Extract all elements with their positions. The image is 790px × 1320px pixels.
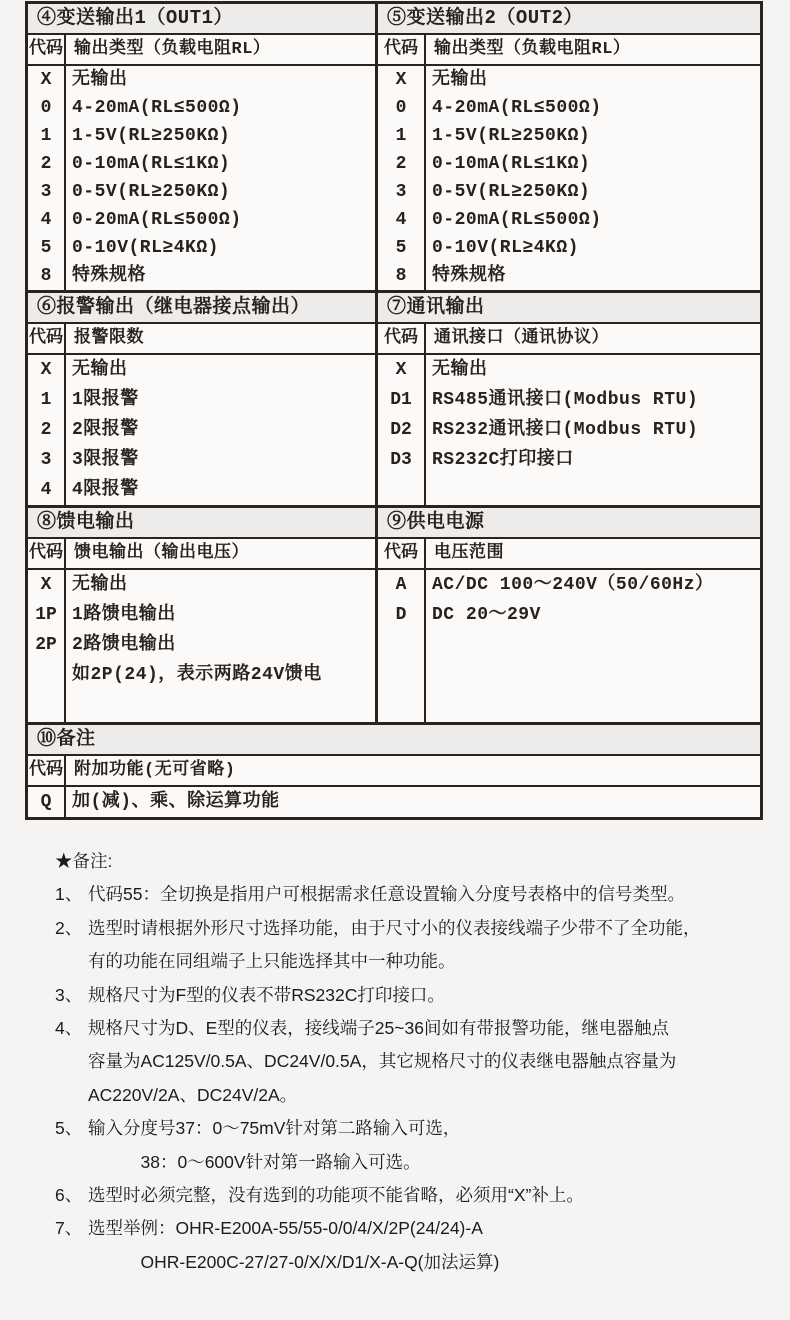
section-title: ⑦通讯输出: [378, 293, 760, 324]
row-code-cell: 5: [40, 238, 52, 258]
row-code-cell: 0: [40, 98, 52, 118]
table-row: [28, 94, 375, 122]
section-title: ⑤变送输出2（OUT2）: [378, 4, 760, 35]
footnote-line: 代码55：全切换是指用户可根据需求任意设置输入分度号表格中的信号类型。: [88, 884, 685, 905]
footnote-line: 容量为AC125V/0.5A、DC24V/0.5A，其它规格尺寸的仪表继电器触点容量为: [88, 1051, 677, 1072]
row-desc-cell: 1路馈电输出: [72, 605, 176, 625]
footnote-text: [88, 979, 760, 1012]
footnote-5: [55, 1112, 760, 1179]
row-desc-cell: 1-5V(RL≥250KΩ): [72, 126, 231, 146]
row-code-cell: 4: [40, 210, 52, 230]
footnote-text: [88, 878, 760, 911]
row-code-cell: 1: [395, 126, 407, 146]
footnote-6: [55, 1179, 760, 1212]
code-header-cell: 代码: [378, 539, 426, 568]
section-alarm-output: [28, 293, 375, 505]
section-communication-output: [375, 293, 760, 505]
footnote-line: OHR-E200C-27/27-0/X/X/D1/X-A-Q(加法运算): [88, 1251, 500, 1272]
table-row: [378, 600, 760, 630]
row-desc-cell: 无输出: [432, 360, 488, 380]
table-row: [378, 150, 760, 178]
row-code-cell: A: [395, 575, 407, 595]
row-desc-cell: 特殊规格: [72, 266, 146, 286]
footnote-line: 规格尺寸为D、E型的仪表，接线端子25~36间如有带报警功能，继电器触点: [88, 1018, 669, 1039]
row-code-cell: 1: [40, 390, 52, 410]
row-desc-cell: 4-20mA(RL≤500Ω): [72, 98, 242, 118]
row-desc-cell: RS232通讯接口(Modbus RTU): [432, 420, 699, 440]
row-desc-cell: RS485通讯接口(Modbus RTU): [432, 390, 699, 410]
footnote-line: 有的功能在同组端子上只能选择其中一种功能。: [88, 951, 456, 972]
section-body: [378, 355, 760, 505]
row-desc-cell: 2路馈电输出: [72, 635, 176, 655]
row-desc-cell: AC/DC 100～240V（50/60Hz）: [432, 575, 714, 595]
row-code-cell: X: [40, 575, 52, 595]
table-row: [28, 150, 375, 178]
section-title: ⑥报警输出（继电器接点输出）: [28, 293, 375, 324]
section-remark-wrap: [28, 725, 760, 817]
footnote-line: 38：0～600V针对第一路输入可选。: [88, 1151, 421, 1172]
section-header-row: [378, 35, 760, 66]
row-desc-cell: 0-20mA(RL≤500Ω): [72, 210, 242, 230]
row-code-cell: 2: [395, 154, 407, 174]
desc-header-cell: 报警限数: [74, 329, 144, 348]
code-header-cell: 代码: [28, 35, 66, 64]
section-body: [378, 570, 760, 722]
footnote-2: [55, 912, 760, 979]
section-title: ⑩备注: [28, 725, 760, 756]
row-code-cell: D1: [390, 390, 412, 410]
table-row: [28, 355, 375, 385]
table-row: [28, 122, 375, 150]
table-row: [28, 600, 375, 630]
row-code-cell: 3: [395, 182, 407, 202]
row-code-cell: 0: [395, 98, 407, 118]
footnote-3: [55, 979, 760, 1012]
row-code-cell: 8: [395, 266, 407, 286]
table-row: [28, 415, 375, 445]
footnote-number: 3、: [55, 984, 83, 1005]
footnote-line: 选型时请根据外形尺寸选择功能，由于尺寸小的仪表接线端子少带不了全功能，: [88, 917, 701, 938]
row-desc-cell: 0-5V(RL≥250KΩ): [432, 182, 591, 202]
row-desc-cell: DC 20～29V: [432, 605, 541, 625]
footnote-number: 1、: [55, 884, 83, 905]
section-out1: [28, 4, 375, 290]
row-code-cell: 5: [395, 238, 407, 258]
row-desc-cell: 0-20mA(RL≤500Ω): [432, 210, 602, 230]
section-pair-alarm-comm: [28, 293, 760, 508]
section-body: [28, 355, 375, 505]
section-header-row: [28, 539, 375, 570]
row-desc-cell: 3限报警: [72, 450, 139, 470]
row-code-cell: 1P: [35, 605, 57, 625]
table-row: [28, 660, 375, 690]
section-header-row: [28, 756, 760, 787]
row-code-cell: X: [395, 360, 407, 380]
table-row: [28, 475, 375, 505]
desc-header-cell: 电压范围: [434, 544, 504, 563]
table-row: [28, 66, 375, 94]
desc-header-cell: 通讯接口（通讯协议）: [434, 329, 609, 348]
row-code-cell: 1: [40, 126, 52, 146]
row-code-cell: 2: [40, 420, 52, 440]
section-header-row: [28, 35, 375, 66]
row-desc-cell: 0-5V(RL≥250KΩ): [72, 182, 231, 202]
row-desc-cell: RS232C打印接口: [432, 450, 574, 470]
footnote-text: [88, 912, 760, 979]
model-selection-table: [25, 1, 763, 820]
code-header-cell: 代码: [28, 324, 66, 353]
footnote-line: 输入分度号37：0～75mV针对第二路输入可选，: [88, 1118, 461, 1139]
footnote-number: 6、: [55, 1185, 83, 1206]
row-code-cell: 2P: [35, 635, 57, 655]
row-desc-cell: 无输出: [72, 360, 128, 380]
footnote-7: [55, 1212, 760, 1279]
footnote-1: [55, 878, 760, 911]
code-header-cell: 代码: [28, 539, 66, 568]
footnote-text: [88, 1212, 760, 1279]
table-row: [28, 630, 375, 660]
section-title: ⑨供电电源: [378, 508, 760, 539]
table-row: [378, 355, 760, 385]
row-desc-cell: 1限报警: [72, 390, 139, 410]
row-code-cell: 3: [40, 450, 52, 470]
row-code-cell: 4: [40, 480, 52, 500]
desc-header-cell: 输出类型（负载电阻RL）: [74, 40, 271, 59]
footnotes-title: ★备注:: [55, 851, 113, 871]
footnote-number: 5、: [55, 1118, 83, 1139]
table-row: [378, 445, 760, 475]
code-header-cell: 代码: [378, 35, 426, 64]
section-pair-out1-out2: [28, 4, 760, 293]
section-remark: [28, 725, 760, 817]
row-desc-cell: 加(减)、乘、除运算功能: [72, 792, 280, 812]
footnote-line: AC220V/2A、DC24V/2A。: [88, 1084, 298, 1105]
row-code-cell: D3: [390, 450, 412, 470]
table-row: [378, 206, 760, 234]
section-out2: [375, 4, 760, 290]
row-desc-cell: 特殊规格: [432, 266, 506, 286]
section-pair-feed-power: [28, 508, 760, 725]
table-row: [28, 262, 375, 290]
table-row: [378, 570, 760, 600]
footnote-number: 7、: [55, 1218, 83, 1239]
row-code-cell: X: [395, 70, 407, 90]
desc-header-cell: 馈电输出（输出电压）: [74, 544, 249, 563]
table-row: [28, 445, 375, 475]
section-header-row: [28, 324, 375, 355]
section-header-row: [378, 324, 760, 355]
footnotes: [55, 845, 760, 1279]
footnote-text: [88, 1012, 760, 1112]
footnote-4: [55, 1012, 760, 1112]
table-row: [28, 178, 375, 206]
desc-header-cell: 附加功能(无可省略): [74, 761, 236, 780]
section-title: ④变送输出1（OUT1）: [28, 4, 375, 35]
section-header-row: [378, 539, 760, 570]
table-row: [378, 178, 760, 206]
row-desc-cell: 1-5V(RL≥250KΩ): [432, 126, 591, 146]
row-desc-cell: 0-10V(RL≥4KΩ): [72, 238, 219, 258]
table-row: [378, 122, 760, 150]
footnote-number: 4、: [55, 1018, 83, 1039]
section-feed-output: [28, 508, 375, 722]
table-row: [378, 415, 760, 445]
row-desc-cell: 4-20mA(RL≤500Ω): [432, 98, 602, 118]
row-desc-cell: 0-10mA(RL≤1KΩ): [72, 154, 231, 174]
table-row: [378, 262, 760, 290]
table-row: [378, 66, 760, 94]
row-code-cell: X: [40, 70, 52, 90]
table-row: [28, 234, 375, 262]
row-desc-cell: 无输出: [72, 575, 128, 595]
table-row: [378, 385, 760, 415]
table-row: [28, 206, 375, 234]
table-row: [378, 94, 760, 122]
row-code-cell: Q: [40, 792, 52, 812]
row-desc-cell: 如2P(24)，表示两路24V馈电: [72, 665, 322, 685]
row-desc-cell: 0-10mA(RL≤1KΩ): [432, 154, 591, 174]
desc-header-cell: 输出类型（负载电阻RL）: [434, 40, 631, 59]
table-row: [28, 787, 760, 817]
table-row: [28, 570, 375, 600]
row-code-cell: 4: [395, 210, 407, 230]
section-power-supply: [375, 508, 760, 722]
footnote-text: [88, 1112, 760, 1179]
section-body: [378, 66, 760, 290]
footnote-line: 规格尺寸为F型的仪表不带RS232C打印接口。: [88, 984, 445, 1005]
footnote-line: 选型举例：OHR-E200A-55/55-0/0/4/X/2P(24/24)-A: [88, 1218, 483, 1239]
row-desc-cell: 4限报警: [72, 480, 139, 500]
code-header-cell: 代码: [28, 756, 66, 785]
footnote-text: [88, 1179, 760, 1212]
section-body: [28, 787, 760, 817]
footnote-number: 2、: [55, 917, 83, 938]
section-body: [28, 66, 375, 290]
row-code-cell: 8: [40, 266, 52, 286]
section-body: [28, 570, 375, 722]
code-header-cell: 代码: [378, 324, 426, 353]
section-title: ⑧馈电输出: [28, 508, 375, 539]
row-code-cell: X: [40, 360, 52, 380]
table-row: [28, 385, 375, 415]
row-desc-cell: 2限报警: [72, 420, 139, 440]
row-code-cell: 2: [40, 154, 52, 174]
row-code-cell: [28, 660, 64, 690]
row-desc-cell: 0-10V(RL≥4KΩ): [432, 238, 579, 258]
row-desc-cell: 无输出: [432, 70, 488, 90]
row-desc-cell: 无输出: [72, 70, 128, 90]
footnote-line: 选型时必须完整，没有选到的功能项不能省略，必须用“X”补上。: [88, 1185, 584, 1206]
table-row: [378, 234, 760, 262]
row-code-cell: D2: [390, 420, 412, 440]
row-code-cell: 3: [40, 182, 52, 202]
row-code-cell: D: [395, 605, 407, 625]
